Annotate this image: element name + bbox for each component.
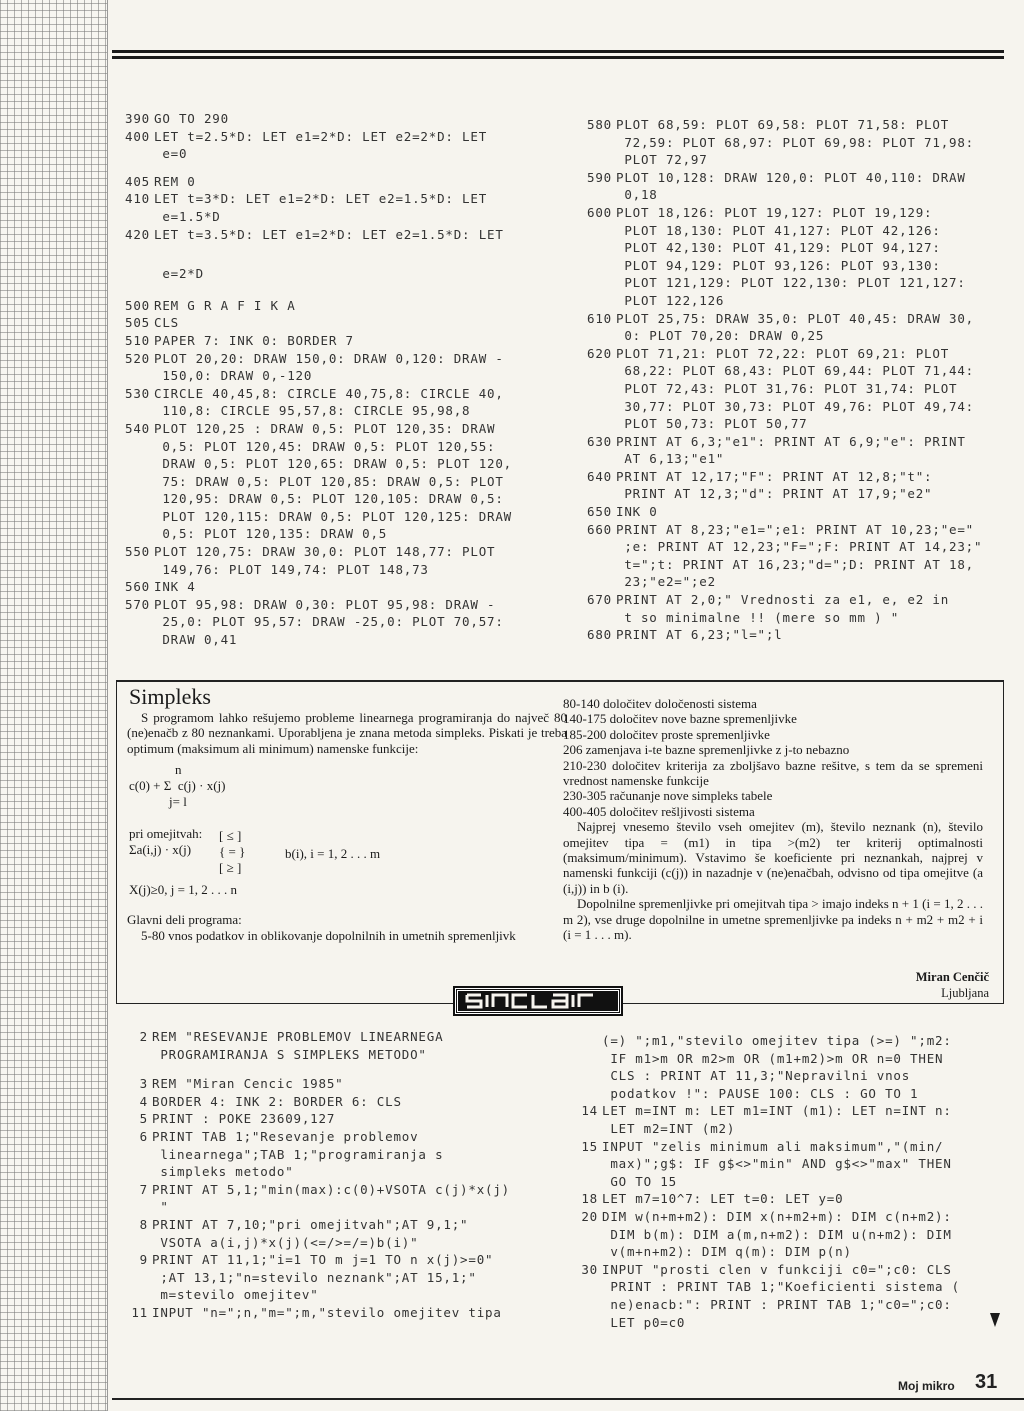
page-number: 31 xyxy=(975,1371,998,1393)
constraint-ge: [ ≥ ] xyxy=(219,860,242,876)
nonneg-constraint: X(j)≥0, j = 1, 2 . . . n xyxy=(129,882,237,898)
code-line xyxy=(116,1251,566,1304)
code-text: LET t=2.5*D: LET e1=2*D: LET e2=2*D: LET e=0 xyxy=(154,128,488,162)
code-text: INK 4 xyxy=(154,579,196,595)
author-name: Miran Cenčič xyxy=(915,970,989,984)
article-para2: Najprej vnesemo število vseh omejitev (m), število neznank (n), število omejitev tipa = (m1) in tipa >(m2) ter kriterij optimalnosti (maksimum/minimum). Vstavimo še koeficiente pri neznankah, najprej v namenski funkciji (c(j)) in nazadnje v (ne)enačbah, odvisno od tipa omejitve (a (i,j)) in b (i). xyxy=(563,819,983,896)
code-line xyxy=(580,204,1010,310)
code-text: PRINT AT 6,23;"l=";l xyxy=(616,627,783,643)
code-listing-top-left xyxy=(118,110,558,649)
code-text: PRINT AT 8,23;"e1=";e1: PRINT AT 10,23;"e=" ;e: PRINT AT 12,23;"F=";F: PRINT AT 14,23;" t=";t: PRINT AT 16,23;"d=";D: PRINT AT 18, 23;"e2=";e2 xyxy=(616,521,983,590)
code-line xyxy=(580,310,1010,345)
code-line xyxy=(116,1216,566,1251)
code-line xyxy=(116,1028,566,1063)
footer-rule xyxy=(112,1398,1024,1400)
line-number: 540 xyxy=(125,420,150,436)
code-text: INPUT "prosti clen v funkciji c0=";c0: CLS PRINT : PRINT TAB 1;"Koeficienti sistema ( ne)enacb:": PRINT : PRINT TAB 1;"c0=";c0: LET p0=c0 xyxy=(602,1261,961,1330)
code-text: INPUT "n=";n,"m=";m,"stevilo omejitev tipa xyxy=(152,1304,502,1320)
article-title: Simpleks xyxy=(129,684,211,709)
line-number: 2 xyxy=(139,1029,148,1044)
constraint-rhs: b(i), i = 1, 2 . . . m xyxy=(285,846,381,862)
line-number: 500 xyxy=(125,297,150,313)
line-number: 5 xyxy=(139,1111,148,1127)
line-number: 11 xyxy=(131,1304,148,1320)
line-number: 3 xyxy=(139,1076,148,1092)
program-part-item: 185-200 določitev proste spremenljivke xyxy=(563,726,770,742)
spacer xyxy=(116,1063,566,1075)
line-number: 18 xyxy=(581,1191,598,1207)
code-text: REM 0 xyxy=(154,173,196,189)
code-line xyxy=(118,190,558,225)
code-line xyxy=(118,265,558,283)
code-line xyxy=(566,1032,1006,1102)
code-text: PRINT AT 7,10;"pri omejitvah";AT 9,1;" VSOTA a(i,j)*x(j)(<=/>=/=)b(i)" xyxy=(152,1216,469,1250)
code-line xyxy=(118,543,558,578)
code-line xyxy=(566,1190,1006,1208)
code-text: PLOT 71,21: PLOT 72,22: PLOT 69,21: PLOT 68,22: PLOT 68,43: PLOT 69,44: PLOT 71,44: PLOT 72,43: PLOT 31,76: PLOT 31,74: PLOT 30,77: PLOT 30,73: PLOT 49,76: PLOT 49,74: PLOT 50,73: PLOT 50,77 xyxy=(616,345,975,432)
code-text: PLOT 20,20: DRAW 150,0: DRAW 0,120: DRAW - 150,0: DRAW 0,-120 xyxy=(154,350,504,384)
constraint-eq: { = } xyxy=(219,844,246,860)
constraint-le: [ ≤ ] xyxy=(219,828,242,844)
article-para3: Dopolnilne spremenljivke pri omejitvah tipa > imajo indeks n + 1 (i = 1, 2 . . . m 2), vse druge dopolnilne in umetne spremenljivke pa indeks n + m2 + m2 + i (i = 1 . . . m). xyxy=(563,896,983,943)
code-line xyxy=(116,1304,566,1322)
code-line xyxy=(118,596,558,649)
code-text: REM "Miran Cencic 1985" xyxy=(152,1076,344,1092)
code-line xyxy=(580,169,1010,204)
code-line xyxy=(580,468,1010,503)
graph-paper-margin xyxy=(0,0,108,1411)
code-text: PRINT AT 2,0;" Vrednosti za e1, e, e2 in t so minimalne !! (mere so mm ) " xyxy=(616,592,950,625)
formula-lower-limit: j= l xyxy=(169,794,187,810)
line-number: 505 xyxy=(125,315,150,331)
code-line xyxy=(580,503,1010,521)
code-text: PRINT AT 11,1;"i=1 TO m j=1 TO n x(j)>=0" ;AT 13,1;"n=stevilo neznank";AT 15,1;" m=stevilo omejitev" xyxy=(152,1252,494,1303)
code-text: PLOT 25,75: DRAW 35,0: PLOT 40,45: DRAW 30, 0: PLOT 70,20: DRAW 0,25 xyxy=(616,310,975,344)
code-line xyxy=(566,1102,1006,1137)
line-number: 580 xyxy=(587,117,612,132)
code-text: (=) ";m1,"stevilo omejitev tipa (>=) ";m2: IF m1>m OR m2>m OR (m1+m2)>m OR n=0 THEN CLS : PRINT AT 11,3;"Nepravilni vnos podatkov !": PAUSE 100: CLS : GO TO 1 xyxy=(602,1033,952,1101)
program-part-item: 210-230 določitev kriterija za zboljšavo bazne rešitve, s tem da se spremeni vrednost namenske funkcije xyxy=(563,757,983,789)
line-number: 670 xyxy=(587,592,612,608)
code-line xyxy=(116,1181,566,1216)
line-number: 400 xyxy=(125,128,150,144)
code-line xyxy=(566,1208,1006,1261)
article-right-column xyxy=(563,696,983,943)
constraint-sum: Σa(i,j) · x(j) xyxy=(129,842,192,858)
code-text: BORDER 4: INK 2: BORDER 6: CLS xyxy=(152,1093,402,1109)
line-number: 420 xyxy=(125,226,150,242)
code-text: PLOT 95,98: DRAW 0,30: PLOT 95,98: DRAW - 25,0: PLOT 95,57: DRAW -25,0: PLOT 70,57: DRAW 0,41 xyxy=(154,596,504,648)
line-number: 600 xyxy=(587,204,612,220)
line-number: 640 xyxy=(587,468,612,484)
code-line xyxy=(580,521,1010,591)
sinclair-logo-glyphs xyxy=(463,992,613,1010)
header-rule xyxy=(112,50,1004,59)
code-listing-top-right xyxy=(580,116,1010,644)
spacer xyxy=(118,283,558,297)
line-number: 610 xyxy=(587,310,612,326)
code-line xyxy=(118,297,558,315)
code-line xyxy=(118,226,558,244)
code-line xyxy=(118,332,558,350)
code-text: CIRCLE 40,45,8: CIRCLE 40,75,8: CIRCLE 40, 110,8: CIRCLE 95,57,8: CIRCLE 95,98,8 xyxy=(154,385,504,419)
line-number: 14 xyxy=(581,1103,598,1119)
code-text: PLOT 18,126: PLOT 19,127: PLOT 19,129: PLOT 18,130: PLOT 41,127: PLOT 42,126: PLOT 42,130: PLOT 41,129: PLOT 94,127: PLOT 94,129: PLOT 93,126: PLOT 93,130: PLOT 121,129: PLOT 122,130: PLOT 121,127: PLOT 122,126 xyxy=(616,204,966,308)
objective-formula xyxy=(127,762,567,812)
code-line xyxy=(580,433,1010,468)
program-part-item: 230-305 računanje nove simpleks tabele xyxy=(563,788,773,804)
footer-magazine: Moj mikro xyxy=(898,1379,955,1393)
program-part-item: 140-175 določitev nove bazne spremenljivke xyxy=(563,711,797,727)
code-line xyxy=(580,116,1010,169)
code-text: LET t=3*D: LET e1=2*D: LET e2=1.5*D: LET e=1.5*D xyxy=(154,191,488,224)
line-number: 650 xyxy=(587,504,612,520)
main-parts-first: 5-80 vnos podatkov in oblikovanje dopolnilnih in umetnih spremenljivk xyxy=(141,927,516,943)
line-number: 20 xyxy=(581,1208,598,1224)
code-text: LET t=3.5*D: LET e1=2*D: LET e2=1.5*D: LET xyxy=(154,226,504,242)
line-number: 405 xyxy=(125,173,150,189)
line-number: 630 xyxy=(587,433,612,449)
line-number: 660 xyxy=(587,521,612,537)
code-line xyxy=(116,1075,566,1093)
code-text: PLOT 120,75: DRAW 30,0: PLOT 148,77: PLOT 149,76: PLOT 149,74: PLOT 148,73 xyxy=(154,544,496,577)
code-line xyxy=(580,626,1010,644)
line-number: 390 xyxy=(125,111,150,126)
line-number: 530 xyxy=(125,385,150,401)
code-text: PRINT AT 6,3;"e1": PRINT AT 6,9;"e": PRINT AT 6,13;"e1" xyxy=(616,433,966,467)
line-number: 9 xyxy=(139,1252,148,1268)
line-number: 520 xyxy=(125,350,150,366)
code-line xyxy=(116,1110,566,1128)
line-number: 510 xyxy=(125,332,150,348)
line-number: 4 xyxy=(139,1093,148,1109)
line-number: 680 xyxy=(587,627,612,643)
code-line xyxy=(580,591,1010,626)
code-line xyxy=(118,385,558,420)
code-text: GO TO 290 xyxy=(154,111,229,126)
formula-main: c(0) + Σ c(j) · x(j) xyxy=(129,778,226,794)
line-number: 410 xyxy=(125,191,150,207)
code-listing-bottom-left xyxy=(116,1028,566,1322)
code-text: PRINT : POKE 23609,127 xyxy=(152,1111,336,1127)
code-text: LET m7=10^7: LET t=0: LET y=0 xyxy=(602,1191,844,1207)
code-listing-bottom-right xyxy=(566,1032,1006,1331)
line-number: 570 xyxy=(125,596,150,612)
article-intro: S programom lahko rešujemo probleme linearnega programiranja do največ 80 (ne)enačb z 80 neznankami. Uporabljena je znana metoda simpleks. Piskati je treba optimum (maksimum ali minimum) namenske funkcije: xyxy=(127,710,567,756)
code-text: REM G R A F I K A xyxy=(154,297,296,313)
line-number: 8 xyxy=(139,1216,148,1232)
code-line xyxy=(566,1138,1006,1191)
code-text: PRINT AT 12,17;"F": PRINT AT 12,8;"t": PRINT AT 12,3;"d": PRINT AT 17,9;"e2" xyxy=(616,468,933,502)
code-text: PRINT AT 5,1;"min(max):c(0)+VSOTA c(j)*x(j) " xyxy=(152,1181,511,1215)
line-number: 560 xyxy=(125,579,150,595)
line-number: 15 xyxy=(581,1138,598,1154)
line-number: 550 xyxy=(125,544,150,560)
code-line xyxy=(118,314,558,332)
code-text: CLS xyxy=(154,315,179,331)
code-line xyxy=(580,345,1010,433)
code-line xyxy=(118,420,558,543)
code-line xyxy=(116,1128,566,1181)
formula-upper-limit: n xyxy=(175,762,182,778)
code-line xyxy=(118,578,558,596)
main-parts-label: Glavni deli programa: xyxy=(127,912,242,928)
code-text: LET m=INT m: LET m1=INT (m1): LET n=INT n: LET m2=INT (m2) xyxy=(602,1103,952,1136)
code-text: INPUT "zelis minimum ali maksimum","(min/ max)";g$: IF g$<>"min" AND g$<>"max" THEN GO TO 15 xyxy=(602,1138,952,1189)
code-line xyxy=(118,173,558,191)
author-city: Ljubljana xyxy=(941,986,989,1000)
code-line xyxy=(116,1093,566,1111)
code-text: PLOT 68,59: PLOT 69,58: PLOT 71,58: PLOT 72,59: PLOT 68,97: PLOT 69,98: PLOT 71,98: PLOT 72,97 xyxy=(616,117,975,168)
code-line xyxy=(118,128,558,163)
program-part-item: 206 zamenjava i-te bazne spremenljivke z j-to nebazno xyxy=(563,742,850,758)
code-text: PAPER 7: INK 0: BORDER 7 xyxy=(154,332,354,348)
line-number: 620 xyxy=(587,345,612,361)
line-number: 6 xyxy=(139,1128,148,1144)
program-part-item: 400-405 določitev rešljivosti sistema xyxy=(563,803,755,819)
spacer xyxy=(118,163,558,173)
continued-arrow-icon xyxy=(990,1313,1000,1327)
sinclair-logo xyxy=(455,988,621,1014)
spacer xyxy=(118,243,558,265)
line-number: 7 xyxy=(139,1181,148,1197)
article-left-column xyxy=(127,684,567,943)
program-part-item: 80-140 določitev določenosti sistema xyxy=(563,696,757,711)
code-text: PLOT 120,25 : DRAW 0,5: PLOT 120,35: DRAW 0,5: PLOT 120,45: DRAW 0,5: PLOT 120,55: DRAW 0,5: PLOT 120,65: DRAW 0,5: PLOT 120, 75: DRAW 0,5: PLOT 120,85: DRAW 0,5: PLOT 120,95: DRAW 0,5: PLOT 120,105: DRAW 0,5: PLOT 120,115: DRAW 0,5: PLOT 120,125: DRAW 0,5: PLOT 120,135: DRAW 0,5 xyxy=(154,420,513,542)
constraint-label: pri omejitvah: xyxy=(129,826,203,842)
line-number: 590 xyxy=(587,169,612,185)
code-text: PRINT TAB 1;"Resevanje problemov linearnega";TAB 1;"programiranja s simpleks metodo" xyxy=(152,1128,444,1180)
code-line xyxy=(566,1261,1006,1331)
code-text: PLOT 10,128: DRAW 120,0: PLOT 40,110: DRAW 0,18 xyxy=(616,169,966,203)
line-number: 30 xyxy=(581,1261,598,1277)
simpleks-article xyxy=(116,680,1004,1004)
code-line xyxy=(118,350,558,385)
code-text: DIM w(n+m+m2): DIM x(n+m2+m): DIM c(n+m2): DIM b(m): DIM a(m,n+m2): DIM u(n+m2): DIM v(m+n+m2): DIM q(m): DIM p(n) xyxy=(602,1208,952,1260)
constraints-block xyxy=(127,826,567,902)
code-text: INK 0 xyxy=(616,504,658,520)
code-text: REM "RESEVANJE PROBLEMOV LINEARNEGA PROGRAMIRANJA S SIMPLEKS METODO" xyxy=(152,1029,444,1062)
code-text: e=2*D xyxy=(154,266,204,282)
code-line xyxy=(118,110,558,128)
